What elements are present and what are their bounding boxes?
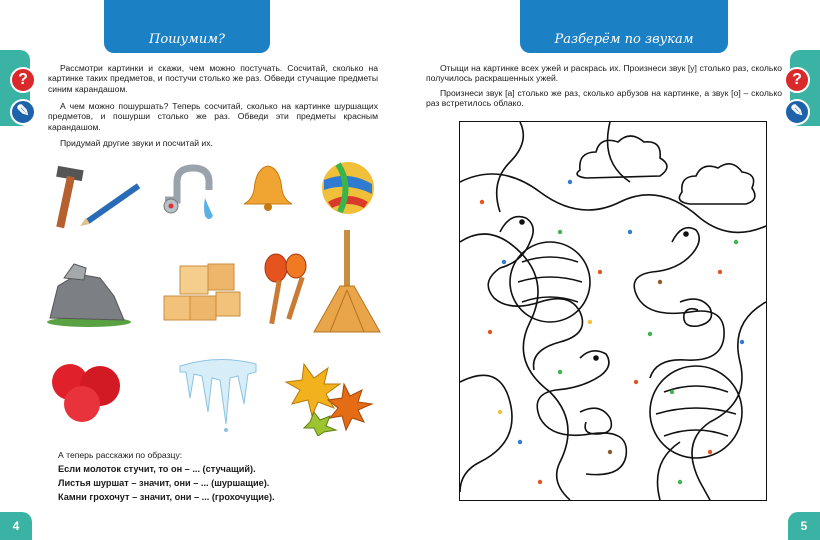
pompom-picture	[46, 360, 130, 426]
maracas-picture	[262, 252, 312, 332]
hidden-snakes-drawing	[460, 122, 766, 500]
example-line-1: Если молоток стучит, то он – ... (стучащий).	[58, 464, 256, 474]
help-icon[interactable]: ?	[10, 67, 36, 93]
broom-picture	[310, 228, 384, 336]
example-line-2: Листья шуршат – значит, они – ... (шуршащие).	[58, 478, 270, 488]
examples-prompt: А теперь расскажи по образцу:	[58, 450, 183, 460]
ball-picture	[318, 160, 378, 216]
rocks-picture	[44, 256, 134, 328]
left-paragraph-3: Придумай другие звуки и посчитай их.	[60, 138, 213, 148]
faucet-picture	[155, 160, 225, 226]
page-number-left: 4	[0, 512, 32, 540]
right-page-header: Разберём по звукам	[520, 0, 728, 53]
left-paragraph-2: А чем можно пошуршать? Теперь сосчитай, сколько на картинке шуршащих предметов, и пошурши столько же раз. Обведи эти предметы красным карандашом.	[48, 101, 378, 132]
pencil-icon[interactable]: ✎	[784, 99, 810, 125]
wooden-blocks-picture	[156, 256, 242, 326]
page-number-right: 5	[788, 512, 820, 540]
left-paragraph-1: Рассмотри картинки и скажи, чем можно постучать. Сосчитай, сколько на картинке таких предметов, и постучи столько же раз. Обведи стучащие предметы синим карандашом.	[48, 63, 378, 94]
help-icon[interactable]: ?	[784, 67, 810, 93]
bell-picture	[238, 160, 298, 212]
left-page-header: Пошумим?	[104, 0, 270, 53]
example-line-3: Камни грохочут – значит, они – ... (грохочущие).	[58, 492, 275, 502]
right-paragraph-1: Отыщи на картинке всех ужей и раскрась их. Произнеси звук [у] столько раз, сколько получилось раскрашенных ужей.	[426, 63, 782, 84]
icicles-picture	[178, 354, 258, 434]
right-paragraph-2: Произнеси звук [а] столько же раз, сколько арбузов на картинке, а звук [о] – сколько раз встретилось облако.	[426, 88, 782, 109]
hammer-and-pencil-picture	[44, 160, 142, 232]
pencil-icon[interactable]: ✎	[10, 99, 36, 125]
autumn-leaves-picture	[284, 354, 378, 436]
coloring-picture	[459, 121, 767, 501]
